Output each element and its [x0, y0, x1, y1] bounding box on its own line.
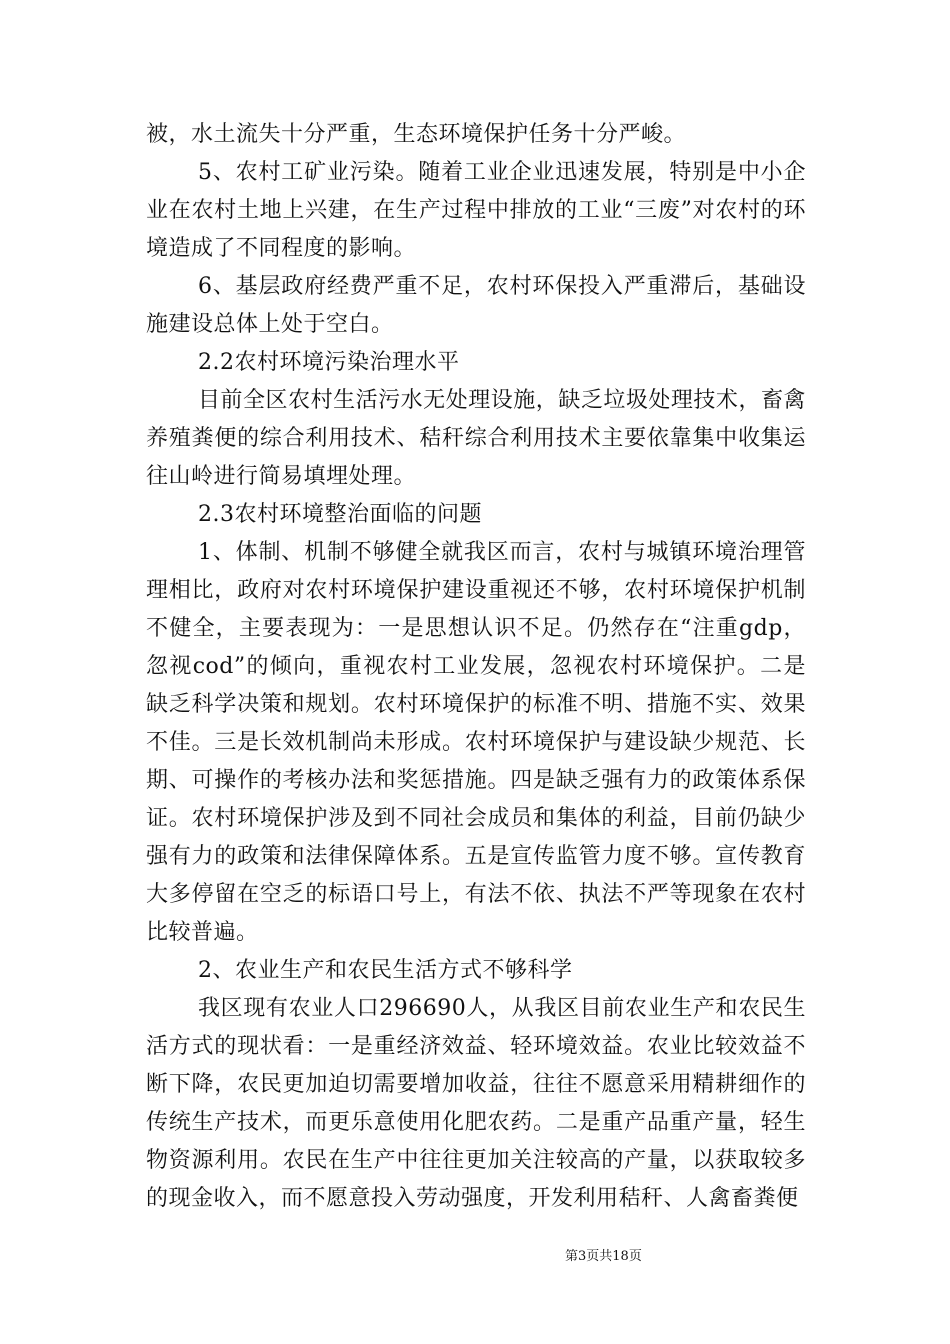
paragraph: 目前全区农村生活污水无处理设施，缺乏垃圾处理技术，畜禽养殖粪便的综合利用技术、秸秆综合利用技术主要依靠集中收集运往山岭进行简易填埋处理。	[146, 388, 806, 489]
page-footer	[0, 1245, 950, 1264]
paragraph: 被，水土流失十分严重，生态环境保护任务十分严峻。	[146, 122, 687, 147]
document-body	[146, 116, 806, 1218]
subsection-heading: 2、农业生产和农民生活方式不够科学	[198, 958, 573, 983]
paragraph: 1、体制、机制不够健全就我区而言，农村与城镇环境治理管理相比，政府对农村环境保护建设重视还不够，农村环境保护机制不健全，主要表现为：一是思想认识不足。仍然存在“注重gdp，忽视cod”的倾向，重视农村工业发展，忽视农村环境保护。二是缺乏科学决策和规划。农村环境保护的标准不明、措施不实、效果不佳。三是长效机制尚未形成。农村环境保护与建设缺少规范、长期、可操作的考核办法和奖惩措施。四是缺乏强有力的政策体系保证。农村环境保护涉及到不同社会成员和集体的利益，目前仍缺少强有力的政策和法律保障体系。五是宣传监管力度不够。宣传教育大多停留在空乏的标语口号上，有法不依、执法不严等现象在农村比较普遍。	[146, 540, 806, 945]
section-heading: 2.2农村环境污染治理水平	[198, 350, 460, 375]
paragraph: 我区现有农业人口296690人，从我区目前农业生产和农民生活方式的现状看：一是重经济效益、轻环境效益。农业比较效益不断下降，农民更加迫切需要增加收益，往往不愿意采用精耕细作的传统生产技术，而更乐意使用化肥农药。二是重产品重产量，轻生物资源利用。农民在生产中往往更加关注较高的产量，以获取较多的现金收入，而不愿意投入劳动强度，开发利用秸秆、人禽畜粪便	[146, 996, 806, 1211]
paragraph: 6、基层政府经费严重不足，农村环保投入严重滞后，基础设施建设总体上处于空白。	[146, 274, 806, 337]
paragraph: 5、农村工矿业污染。随着工业企业迅速发展，特别是中小企业在农村土地上兴建，在生产过程中排放的工业“三废”对农村的环境造成了不同程度的影响。	[146, 160, 806, 261]
section-heading: 2.3农村环境整治面临的问题	[198, 502, 482, 527]
page-number-label: 第3页共18页	[565, 1249, 642, 1264]
